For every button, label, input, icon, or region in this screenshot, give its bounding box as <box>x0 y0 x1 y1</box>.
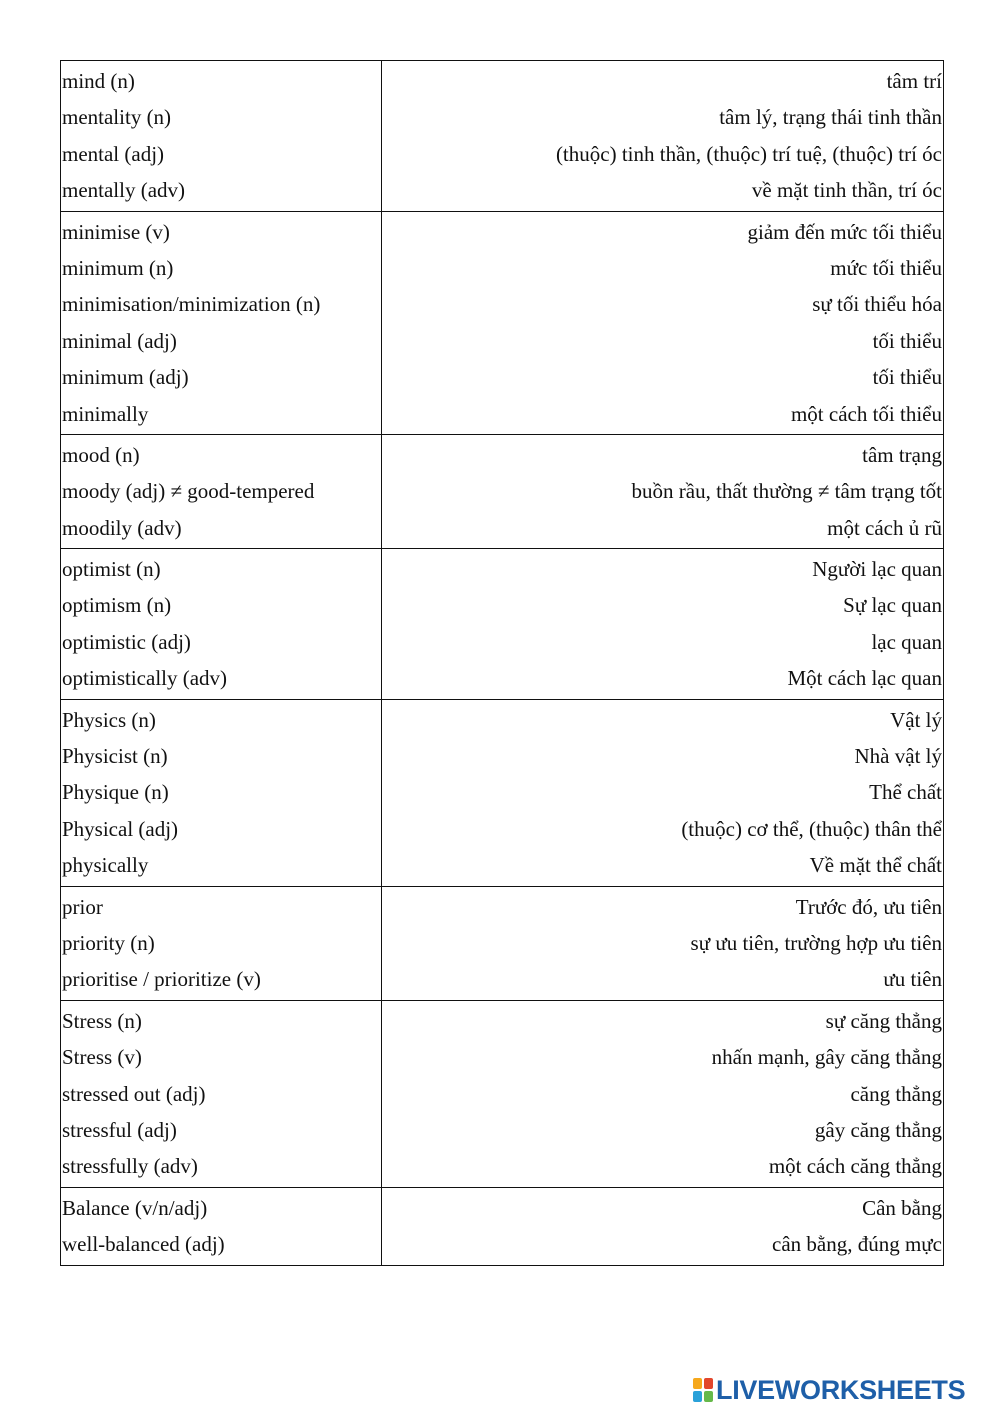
english-word: moodily (adv) <box>62 515 182 540</box>
english-word: stressed out (adj) <box>62 1081 206 1106</box>
liveworksheets-brand-text: LIVEWORKSHEETS <box>716 1374 966 1405</box>
vietnamese-meaning: tối thiểu <box>872 365 942 390</box>
vocabulary-table-body <box>61 61 944 1266</box>
logo-tile <box>704 1378 713 1389</box>
vietnamese-meaning: giảm đến mức tối thiểu <box>747 219 942 244</box>
vietnamese-meaning: tâm trí <box>886 69 942 93</box>
vietnamese-meaning: tâm trạng <box>862 442 942 467</box>
vietnamese-meaning: Thể chất <box>869 780 942 805</box>
vietnamese-meaning: Vật lý <box>890 707 942 732</box>
english-word-cell <box>61 1000 382 1187</box>
vietnamese-meaning: về mặt tinh thần, trí óc <box>751 178 942 203</box>
english-word: optimism (n) <box>62 593 172 618</box>
vietnamese-meaning: một cách tối thiểu <box>790 401 942 426</box>
vietnamese-meaning: sự tối thiểu hóa <box>812 292 942 317</box>
vietnamese-meaning: Cân bằng <box>862 1195 942 1220</box>
english-word: mentality (n) <box>62 105 172 130</box>
vietnamese-meaning: tối thiểu <box>872 328 942 353</box>
english-word-cell <box>61 211 382 434</box>
english-word: optimistically (adv) <box>62 666 228 691</box>
english-word: optimistic (adj) <box>62 629 191 654</box>
vietnamese-meaning: (thuộc) cơ thể, (thuộc) thân thể <box>681 816 942 841</box>
english-word: minimisation/minimization (n) <box>62 292 321 317</box>
english-word: minimally <box>62 401 149 426</box>
english-word: stressful (adj) <box>62 1117 177 1142</box>
english-word: minimise (v) <box>62 219 170 244</box>
english-word-cell <box>61 1187 382 1265</box>
english-word: minimum (adj) <box>62 365 189 390</box>
vocabulary-group-row <box>61 434 944 548</box>
english-word: Stress (v) <box>62 1045 142 1070</box>
vietnamese-meaning: sự ưu tiên, trường hợp ưu tiên <box>690 930 942 955</box>
vietnamese-meaning: buồn rầu, thất thường ≠ tâm trạng tốt <box>631 479 942 504</box>
vietnamese-meaning-cell <box>382 61 944 212</box>
vietnamese-meaning: Về mặt thể chất <box>809 853 942 878</box>
english-word: optimist (n) <box>62 557 161 582</box>
vocabulary-group-row <box>61 886 944 1000</box>
english-word-cell <box>61 886 382 1000</box>
vocabulary-group-row <box>61 61 944 212</box>
vietnamese-meaning: Nhà vật lý <box>854 744 942 769</box>
vietnamese-meaning-cell <box>382 1187 944 1265</box>
english-word: Physics (n) <box>62 707 156 732</box>
vietnamese-meaning: căng thẳng <box>850 1081 942 1106</box>
vocabulary-group-row <box>61 549 944 700</box>
vocabulary-group-row <box>61 1187 944 1265</box>
vietnamese-meaning: (thuộc) tinh thần, (thuộc) trí tuệ, (thuộc) trí óc <box>555 141 942 166</box>
vietnamese-meaning: tâm lý, trạng thái tinh thần <box>719 105 942 130</box>
vocabulary-table <box>60 60 944 1266</box>
vietnamese-meaning-cell <box>382 434 944 548</box>
vietnamese-meaning: nhấn mạnh, gây căng thẳng <box>711 1045 942 1070</box>
vietnamese-meaning-cell <box>382 549 944 700</box>
vocabulary-group-row <box>61 211 944 434</box>
vietnamese-meaning-cell <box>382 699 944 886</box>
english-word-cell <box>61 434 382 548</box>
vietnamese-meaning: sự căng thẳng <box>825 1008 942 1033</box>
vocabulary-group-row <box>61 699 944 886</box>
english-word: mental (adj) <box>62 141 165 166</box>
vietnamese-meaning: một cách ủ rũ <box>827 515 942 540</box>
english-word-cell <box>61 699 382 886</box>
english-word: prioritise / prioritize (v) <box>62 967 261 992</box>
vietnamese-meaning: gây căng thẳng <box>814 1117 942 1142</box>
vietnamese-meaning: lạc quan <box>871 629 942 654</box>
english-word: physically <box>62 853 149 878</box>
english-word: minimum (n) <box>62 255 174 280</box>
vietnamese-meaning: Trước đó, ưu tiên <box>795 894 942 919</box>
english-word: Physique (n) <box>62 780 169 805</box>
logo-tile <box>693 1378 702 1389</box>
english-word: Balance (v/n/adj) <box>62 1195 208 1220</box>
english-word: Physicist (n) <box>62 744 168 769</box>
english-word: well-balanced (adj) <box>62 1232 225 1257</box>
liveworksheets-logo <box>693 1376 965 1404</box>
vietnamese-meaning: một cách căng thẳng <box>768 1154 942 1179</box>
vietnamese-meaning: mức tối thiểu <box>830 255 942 280</box>
vocabulary-group-row <box>61 1000 944 1187</box>
vietnamese-meaning: Người lạc quan <box>812 557 942 582</box>
vietnamese-meaning-cell <box>382 211 944 434</box>
english-word-cell <box>61 61 382 212</box>
vietnamese-meaning-cell <box>382 1000 944 1187</box>
vietnamese-meaning: cân bằng, đúng mực <box>772 1232 942 1257</box>
english-word: mind (n) <box>62 69 135 93</box>
vietnamese-meaning-cell <box>382 886 944 1000</box>
english-word: mentally (adv) <box>62 178 186 203</box>
english-word: moody (adj) ≠ good-tempered <box>62 479 315 504</box>
vietnamese-meaning: ưu tiên <box>883 967 942 992</box>
logo-tile <box>704 1391 713 1402</box>
english-word: Physical (adj) <box>62 816 179 841</box>
english-word: mood (n) <box>62 442 140 467</box>
liveworksheets-icon <box>693 1378 713 1402</box>
vietnamese-meaning: Sự lạc quan <box>843 593 942 618</box>
english-word: Stress (n) <box>62 1008 142 1033</box>
english-word: prior <box>62 894 103 919</box>
english-word-cell <box>61 549 382 700</box>
english-word: minimal (adj) <box>62 328 177 353</box>
vietnamese-meaning: Một cách lạc quan <box>787 666 942 691</box>
english-word: priority (n) <box>62 930 155 955</box>
english-word: stressfully (adv) <box>62 1154 198 1179</box>
logo-tile <box>693 1391 702 1402</box>
